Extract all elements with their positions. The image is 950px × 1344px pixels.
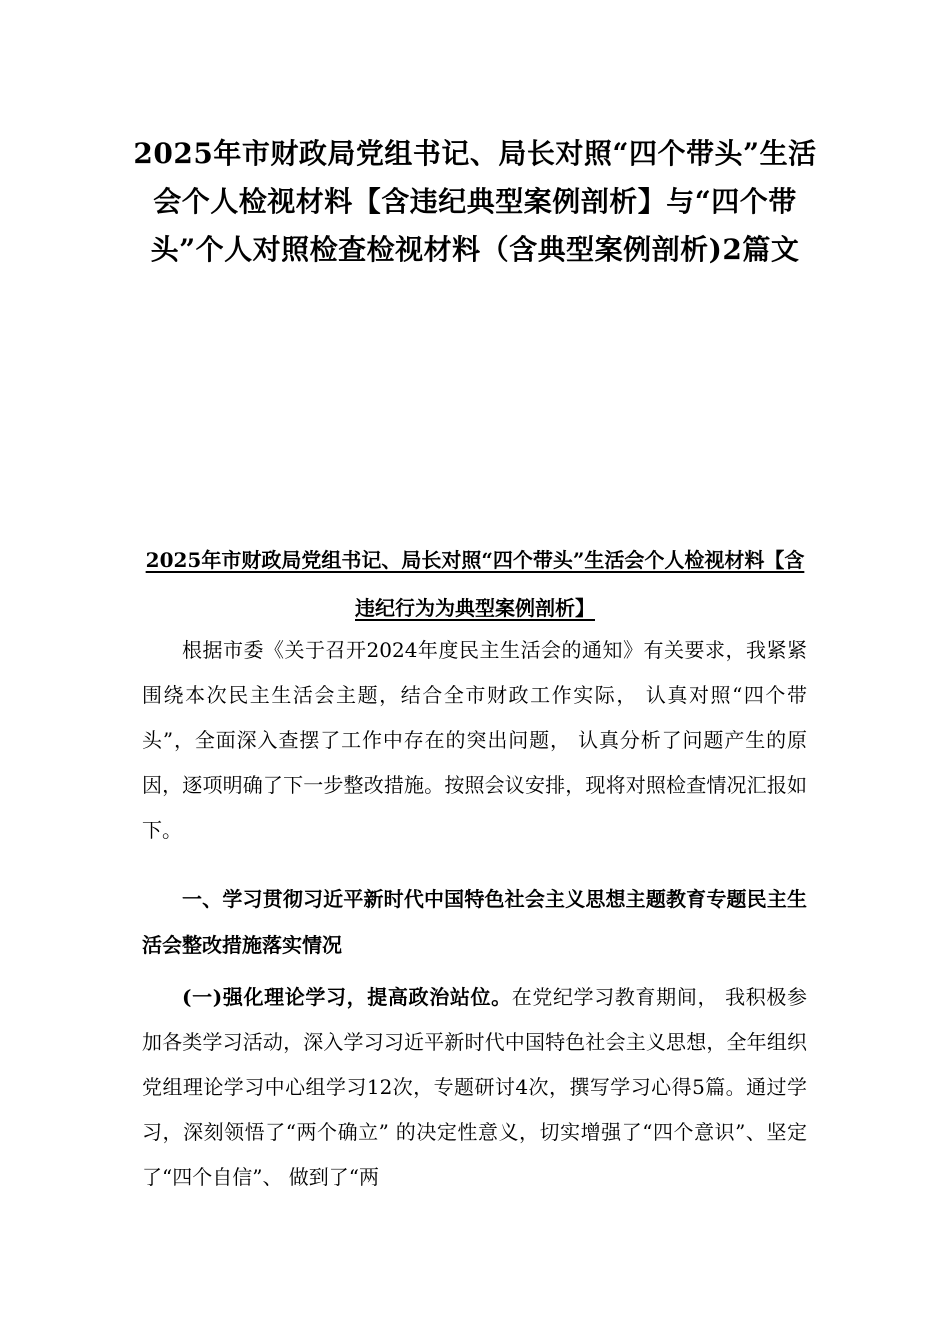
- subsection-one-text: 在党纪学习教育期间， 我积极参加各类学习活动，深入学习习近平新时代中国特色社会主义思想，全年组织党组理论学习中心组学习12次，专题研讨4次，撰写学习心得5篇。通过学习，深刻领悟了“两个确立” 的决定性意义，切实增强了“四个意识”、坚定了“四个自信”、 做到了“两: [142, 985, 807, 1189]
- section-heading: 2025年市财政局党组书记、局长对照“四个带头”生活会个人检视材料【含违纪行为为典型案例剖析】: [145, 548, 805, 620]
- heading-one: 一、学习贯彻习近平新时代中国特色社会主义思想主题教育专题民主生活会整改措施落实情况: [142, 887, 807, 957]
- subsection-one-lead: (一)强化理论学习，提高政治站位。: [182, 985, 512, 1009]
- document-title: 2025年市财政局党组书记、局长对照“四个带头”生活会个人检视材料【含违纪典型案例剖析】与“四个带头”个人对照检查检视材料（含典型案例剖析)2篇文: [133, 137, 817, 266]
- subsection-one-paragraph: [142, 975, 807, 1200]
- intro-paragraph: 根据市委《关于召开2024年度民主生活会的通知》有关要求，我紧紧围绕本次民主生活会主题，结合全市财政工作实际， 认真对照“四个带头”，全面深入查摆了工作中存在的突出问题， 认真分析了问题产生的原因，逐项明确了下一步整改措施。按照会议安排，现将对照检查情况汇报如下。: [142, 638, 807, 842]
